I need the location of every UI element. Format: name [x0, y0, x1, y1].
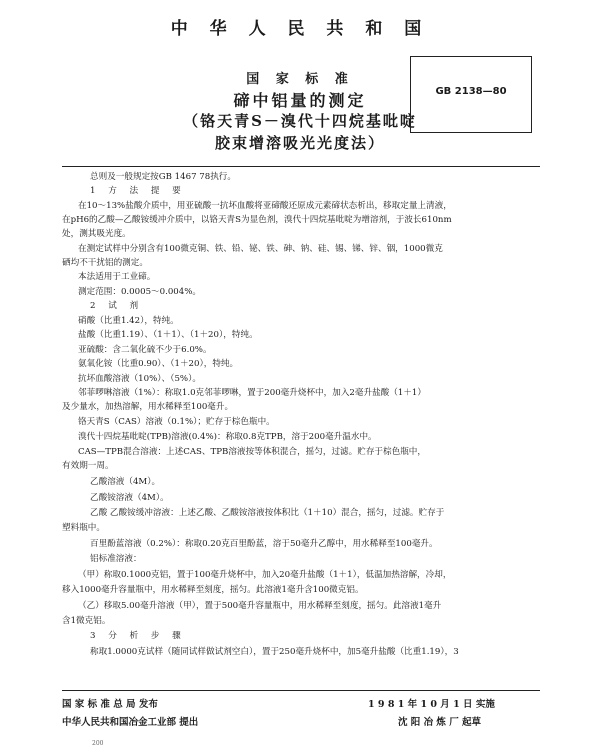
body-line: 乙酸溶液（4M）。	[90, 477, 161, 487]
standard-category: 国 家 标 准	[246, 72, 354, 87]
body-line: 硒均不干扰铝的测定。	[62, 258, 148, 268]
footer-divider	[62, 690, 540, 691]
header-divider	[62, 166, 540, 167]
implementation-date: 1 9 8 1 年 1 0 月 1 日 实施	[368, 699, 495, 710]
standard-code: GB 2138—80	[435, 86, 507, 97]
body-line: 亚硫酸：含二氧化硫不少于6.0%。	[78, 345, 212, 355]
body-line: 在10～13%盐酸介质中，用亚硫酸一抗坏血酸将亚碲酸还原成元素碲状态析出，移取定量上清液，	[78, 201, 452, 211]
section-heading: 2 试 剂	[90, 301, 144, 311]
body-line: 及少量水，加热溶解，用水稀释至100毫升。	[62, 402, 234, 412]
body-line: 邻菲啰啉溶液（1%）：称取1.0克邻菲啰啉，置于200毫升烧杯中，加入2毫升盐酸（1＋1）	[78, 388, 426, 398]
section-heading: 1 方 法 提 要	[90, 186, 186, 196]
body-line: 乙酸铵溶液（4M）。	[90, 493, 169, 503]
body-line: 塑料瓶中。	[62, 523, 105, 533]
body-line: （乙）移取5.00毫升溶液（甲），置于500毫升容量瓶中，用水稀释至刻度，摇匀。此溶液1毫升	[78, 601, 442, 611]
document-subtitle-line2: 胶束增溶吸光光度法）	[214, 134, 385, 152]
body-line: 测定范围：0.0005～0.004%。	[78, 287, 201, 297]
page-number: 200	[92, 740, 104, 747]
body-line: 氨氧化铵（比重0.90）、（1＋20），特纯。	[78, 359, 239, 369]
body-line: （甲）称取0.1000克铝，置于100毫升烧杯中，加入20毫升盐酸（1＋1），低温加热溶解，冷却，	[78, 570, 452, 580]
body-line: 乙酸 乙酸铵缓冲溶液：上述乙酸、乙酸铵溶液按体积比（1＋10）混合，摇匀，过滤。贮存于	[90, 508, 445, 518]
document-subtitle-line1: （铬天青S－溴代十四烷基吡啶	[183, 112, 417, 130]
body-line: 盐酸（比重1.19）、（1＋1）、（1＋20），特纯。	[78, 330, 258, 340]
body-line: 在pH6的乙酸—乙酸铵缓冲介质中，以铬天青S为显色剂，溴代十四烷基吡啶为增溶剂，于波长610nm	[62, 215, 452, 225]
body-line: 硝酸（比重1.42），特纯。	[78, 316, 179, 326]
drafter: 沈 阳 冶 炼 厂 起草	[398, 717, 482, 728]
body-line: 百里酚蓝溶液（0.2%）：称取0.20克百里酚蓝，溶于50毫升乙醇中，用水稀释至100毫升。	[90, 539, 438, 549]
body-line: 移入1000毫升容量瓶中，用水稀释至刻度，摇匀。此溶液1毫升含100微克铝。	[62, 585, 364, 595]
body-line: CAS—TPB混合溶液：上述CAS、TPB溶液按等体积混合，摇匀，过滤。贮存于棕色瓶中，	[78, 447, 426, 457]
body-line: 处，测其吸光度。	[62, 229, 131, 239]
country-name: 中 华 人 民 共 和 国	[170, 19, 430, 39]
standard-code-box	[410, 56, 532, 133]
document-title: 碲中铝量的测定	[233, 91, 367, 110]
body-line: 称取1.0000克试样（随同试样做试剂空白），置于250毫升烧杯中，加5毫升盐酸（比重1.19），3	[90, 647, 459, 657]
body-line: 抗坏血酸溶液（10%）、（5%）。	[78, 374, 201, 384]
body-line: 有效期一周。	[62, 461, 114, 471]
section-heading: 3 分 析 步 骤	[90, 631, 186, 641]
body-line: 总则及一般规定按GB 1467 78执行。	[90, 172, 236, 182]
body-line: 含1微克铝。	[62, 616, 111, 626]
issuer: 国 家 标 准 总 局 发布	[62, 699, 158, 710]
body-line: 铬天青S（CAS）溶液（0.1%）；贮存于棕色瓶中。	[78, 417, 275, 427]
body-line: 本法适用于工业碲。	[78, 272, 156, 282]
body-line: 铝标准溶液：	[90, 554, 142, 564]
body-line: 在测定试样中分别含有100微克铜、铁、铅、铋、铁、砷、钠、硅、锡、锑、锌、铟，1000微克	[78, 244, 443, 254]
proposer: 中华人民共和国冶金工业部 提出	[62, 717, 199, 728]
body-line: 溴代十四烷基吡啶(TPB)溶液(0.4%)：称取0.8克TPB，溶于200毫升温水中。	[78, 432, 377, 442]
